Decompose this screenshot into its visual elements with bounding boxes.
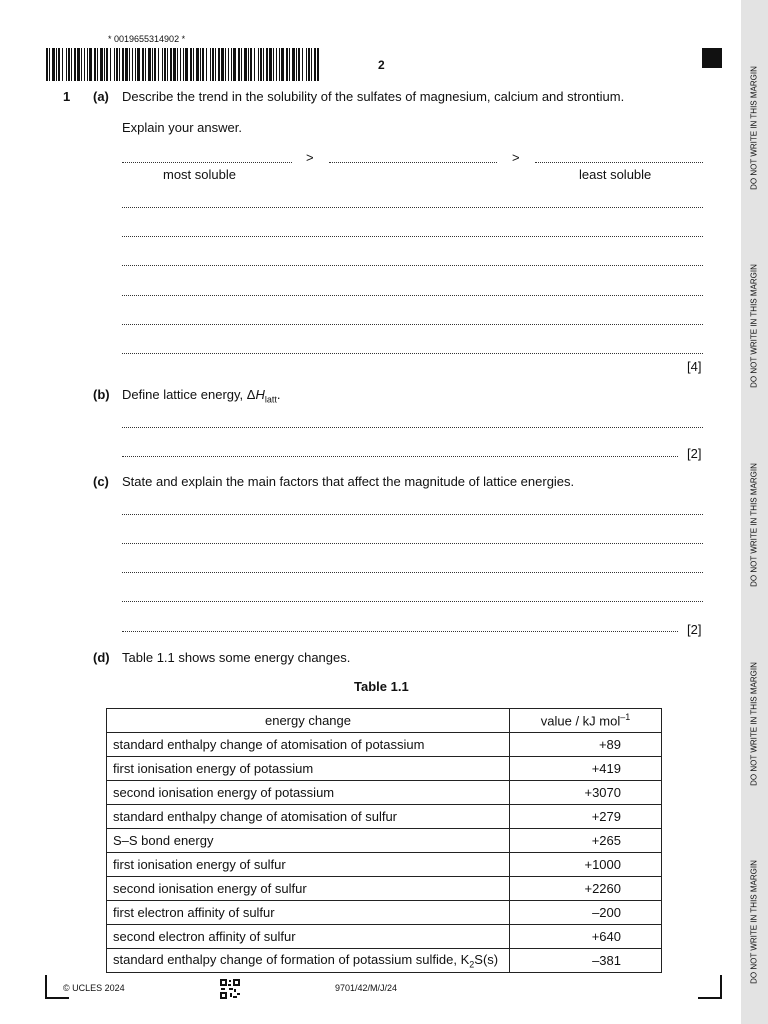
part-a-instruction: Explain your answer.: [122, 120, 242, 135]
answer-line-middle[interactable]: [329, 162, 497, 163]
row-value: +265: [510, 829, 662, 853]
margin-warning: DO NOT WRITE IN THIS MARGIN: [749, 463, 759, 587]
barcode: [46, 48, 319, 81]
row-label: first electron affinity of sulfur: [107, 901, 510, 925]
row-value: –200: [510, 901, 662, 925]
answer-line[interactable]: [122, 207, 703, 208]
greater-than: >: [512, 150, 520, 165]
answer-line[interactable]: [122, 514, 703, 515]
answer-line[interactable]: [122, 236, 703, 237]
energy-table: [106, 708, 662, 973]
answer-line[interactable]: [122, 543, 703, 544]
row-value: +89: [510, 733, 662, 757]
row-value: +1000: [510, 853, 662, 877]
part-d-text: Table 1.1 shows some energy changes.: [122, 650, 351, 665]
row-label: standard enthalpy change of atomisation of sulfur: [107, 805, 510, 829]
registration-square: [702, 48, 722, 68]
question-number: 1: [63, 89, 71, 104]
answer-line[interactable]: [122, 295, 703, 296]
column-header-energy-change: energy change: [107, 709, 510, 733]
row-label: second ionisation energy of sulfur: [107, 877, 510, 901]
margin-warning: DO NOT WRITE IN THIS MARGIN: [749, 662, 759, 786]
part-a-label: (a): [93, 89, 109, 104]
part-c-label: (c): [93, 474, 109, 489]
row-value: +419: [510, 757, 662, 781]
barcode-number: * 0019655314902 *: [108, 34, 186, 44]
margin-warning: DO NOT WRITE IN THIS MARGIN: [749, 264, 759, 388]
row-label: first ionisation energy of potassium: [107, 757, 510, 781]
table-row: [107, 829, 662, 853]
margin-strip: [741, 0, 768, 1024]
table-row: [107, 781, 662, 805]
answer-line-most[interactable]: [122, 162, 292, 163]
part-b-text: Define lattice energy, $\Delta H_{latt}$.: [122, 387, 281, 405]
table-row: [107, 733, 662, 757]
corner-mark-right: [698, 975, 722, 999]
part-b-label: (b): [93, 387, 110, 402]
row-value: +2260: [510, 877, 662, 901]
part-c-text: State and explain the main factors that affect the magnitude of lattice energies.: [122, 474, 575, 489]
most-soluble-label: most soluble: [163, 167, 236, 182]
row-label: standard enthalpy change of formation of potassium sulfide, $K_2S(s)$: [107, 949, 510, 973]
table-row: [107, 925, 662, 949]
answer-line[interactable]: [122, 601, 703, 602]
paper-code: 9701/42/M/J/24: [335, 983, 398, 993]
answer-line[interactable]: [122, 265, 703, 266]
row-value: –381: [510, 949, 662, 973]
row-value: +640: [510, 925, 662, 949]
row-label: S–S bond energy: [107, 829, 510, 853]
marks-c: [2]: [687, 622, 702, 637]
table-row: [107, 757, 662, 781]
row-value: +279: [510, 805, 662, 829]
table-row: [107, 949, 662, 973]
answer-line[interactable]: [122, 324, 703, 325]
least-soluble-label: least soluble: [579, 167, 652, 182]
copyright: © UCLES 2024: [63, 983, 125, 993]
part-a-text: Describe the trend in the solubility of the sulfates of magnesium, calcium and strontium.: [122, 89, 625, 104]
row-value: +3070: [510, 781, 662, 805]
marks-b: [2]: [687, 446, 702, 461]
greater-than: >: [306, 150, 314, 165]
answer-line[interactable]: [122, 631, 678, 632]
table-row: [107, 853, 662, 877]
row-label: second ionisation energy of potassium: [107, 781, 510, 805]
table-row: [107, 901, 662, 925]
column-header-value: value / kJ mol$^{-1}$: [510, 709, 662, 733]
row-label: standard enthalpy change of atomisation of potassium: [107, 733, 510, 757]
answer-line[interactable]: [122, 572, 703, 573]
marks-a: [4]: [687, 359, 702, 374]
answer-line[interactable]: [122, 456, 678, 457]
table-header-row: [107, 709, 662, 733]
qr-code-icon: [220, 979, 240, 999]
table-row: [107, 877, 662, 901]
part-d-label: (d): [93, 650, 110, 665]
answer-line-least[interactable]: [535, 162, 703, 163]
margin-warning: DO NOT WRITE IN THIS MARGIN: [749, 860, 759, 984]
row-label: second electron affinity of sulfur: [107, 925, 510, 949]
table-title: Table 1.1: [354, 679, 409, 694]
answer-line[interactable]: [122, 427, 703, 428]
row-label: first ionisation energy of sulfur: [107, 853, 510, 877]
table-row: [107, 805, 662, 829]
margin-warning: DO NOT WRITE IN THIS MARGIN: [749, 66, 759, 190]
answer-line[interactable]: [122, 353, 703, 354]
page-number: 2: [378, 58, 385, 72]
